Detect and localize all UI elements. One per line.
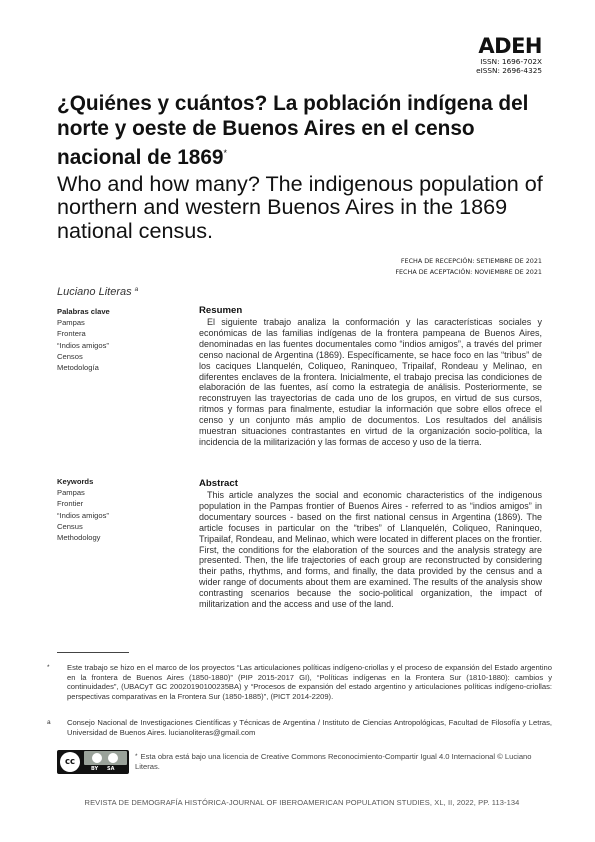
keyword-item: “Indios amigos” (57, 340, 109, 350)
keyword-item: Frontera (57, 329, 86, 339)
keywords-english-heading: Keywords (57, 477, 94, 486)
author-name: Luciano Literas (57, 286, 132, 298)
author-affiliation-mark[interactable]: a (134, 286, 139, 293)
keyword-item: Censos (57, 351, 83, 361)
license-mark: * (135, 753, 138, 760)
cc-sa-label: SA (107, 766, 115, 772)
title-spanish-text: ¿Quiénes y cuántos? La población indígena del norte y oeste de Buenos Aires en el censo nacional de 1869 (57, 92, 529, 169)
footnote-text: Este trabajo se hizo en el marco de los proyectos “Las articulaciones políticas indígeno-criollas y el proceso de expansión del Estado argentino en la frontera de Buenos Aires (1850-1880)” (PIP 2015-2017 GI), “Políticas indígenas en la Frontera Sur (1810-1880): cambios y continuidades”, (UBACyT GC 20020190100235BA) y “Procesos de expansión del estado argentino y articulaciones políticas indígeno-criollas: perspectivas comparativas en la Frontera Sur (1850-1885)”, (PICT 2014-2209). (67, 663, 552, 701)
cc-license-badge[interactable] (57, 750, 129, 774)
keywords-spanish (57, 306, 187, 373)
attribution-icon (92, 753, 102, 763)
submission-dates (395, 256, 542, 277)
keyword-item: Frontier (57, 499, 84, 509)
footnote-project (47, 663, 552, 701)
cc-by-label: BY (91, 766, 99, 772)
keyword-item: Pampas (57, 318, 85, 328)
footnote-text: Consejo Nacional de Investigaciones Científicas y Técnicas de Argentina / Instituto de Ciencias Antropológicas, Facultad de Filosofía y Letras, Universidad de Buenos Aires. lucianoliteras@gmail.com (67, 718, 552, 737)
cc-icon: cc (60, 752, 80, 772)
resumen-heading: Resumen (199, 305, 243, 316)
keyword-item: Pampas (57, 488, 85, 498)
share-alike-icon (108, 753, 118, 763)
title-english: Who and how many? The indigenous population of northern and western Buenos Aires in the 1869 national census. (57, 171, 543, 243)
cc-conditions-panel (84, 751, 127, 765)
keywords-spanish-heading: Palabras clave (57, 307, 110, 316)
keyword-item: “Indios amigos” (57, 510, 109, 520)
journal-citation-footer: REVISTA DE DEMOGRAFÍA HISTÓRICA-JOURNAL OF IBEROAMERICAN POPULATION STUDIES, XL, II, 2022, PP. 113-134 (84, 798, 520, 807)
journal-logo (476, 35, 542, 75)
keywords-english (57, 476, 187, 543)
keyword-item: Metodología (57, 363, 99, 373)
logo-text: ADEH (478, 34, 542, 58)
keyword-item: Census (57, 521, 83, 531)
license-text: Esta obra está bajo una licencia de Creative Commons Reconocimiento-Compartir Igual 4.0 Internacional © Luciano Literas. (135, 752, 532, 771)
abstract-heading: Abstract (199, 478, 238, 489)
issn: ISSN: 1696-702X (480, 57, 542, 66)
keyword-item: Methodology (57, 533, 101, 543)
abstract-section (199, 478, 542, 610)
footnote-mark: a (47, 719, 51, 726)
footnote-mark: * (47, 664, 50, 671)
eissn: eISSN: 2696-4325 (476, 66, 542, 75)
title-note-mark[interactable]: * (223, 148, 227, 158)
resumen-text: El siguiente trabajo analiza la conformación y las características sociales y económicas de las familias indígenas de la frontera pampeana de Buenos Aires, denominadas en las fuentes documentales como “indios amigos”, a través del primer censo nacional de Argentina (1869). Específicamente, se hace foco en las “tribus” de los caciques Llanquelén, Coliqueo, Raninqueo, Tripailaf, Rondeau y Melinao, en diferentes enclaves de la frontera. Inicialmente, el trabajo precisa las condiciones de elaboración de las fuentes, así como la estrategia de análisis. Posteriormente, se reconstruyen las trayectorias de cada uno de los grupos, en virtud de sus cursos, ritmos y formas para finalmente, estudiar la información que sobre ellos ofrece el censo y un conjunto más amplio de documentos. Los resultados del análisis muestran situaciones contrastantes en virtud de la organización socio-política, la incidencia de la militarización y las formas de acceso y uso de la tierra. (199, 317, 542, 447)
resumen-section (199, 305, 542, 448)
footnote-affiliation (47, 718, 552, 737)
title-spanish (57, 92, 547, 171)
abstract-text: This article analyzes the social and economic characteristics of the indigenous population in the Pampas frontier of Buenos Aires - referred to as “indios amigos” in documentary sources - based on the first national census in Argentina (1869). The article focuses in particular on the “tribes” of Llanquelén, Coliqueo, Raninqueo, Tripailaf, Rondeau, and Melinao, which were located in different places on the frontier. First, the conditions for the elaboration of the sources and the analysis strategy are presented. Then, the life trajectories of each group are reconstructed by considering their paths, rhythms, and forms, and finally, the data provided by the census and a wider range of documents about them are examined. The results of the analysis show contrasting scenarios because the socio-political organization, the impact of militarization and the access and use of the land. (199, 490, 542, 610)
date-received: FECHA DE RECEPCIÓN: SETIEMBRE DE 2021 (400, 257, 542, 265)
license-statement (135, 752, 545, 772)
date-accepted: FECHA DE ACEPTACIÓN: NOVIEMBRE DE 2021 (395, 267, 542, 276)
footnote-divider (57, 652, 129, 653)
author (57, 286, 138, 298)
